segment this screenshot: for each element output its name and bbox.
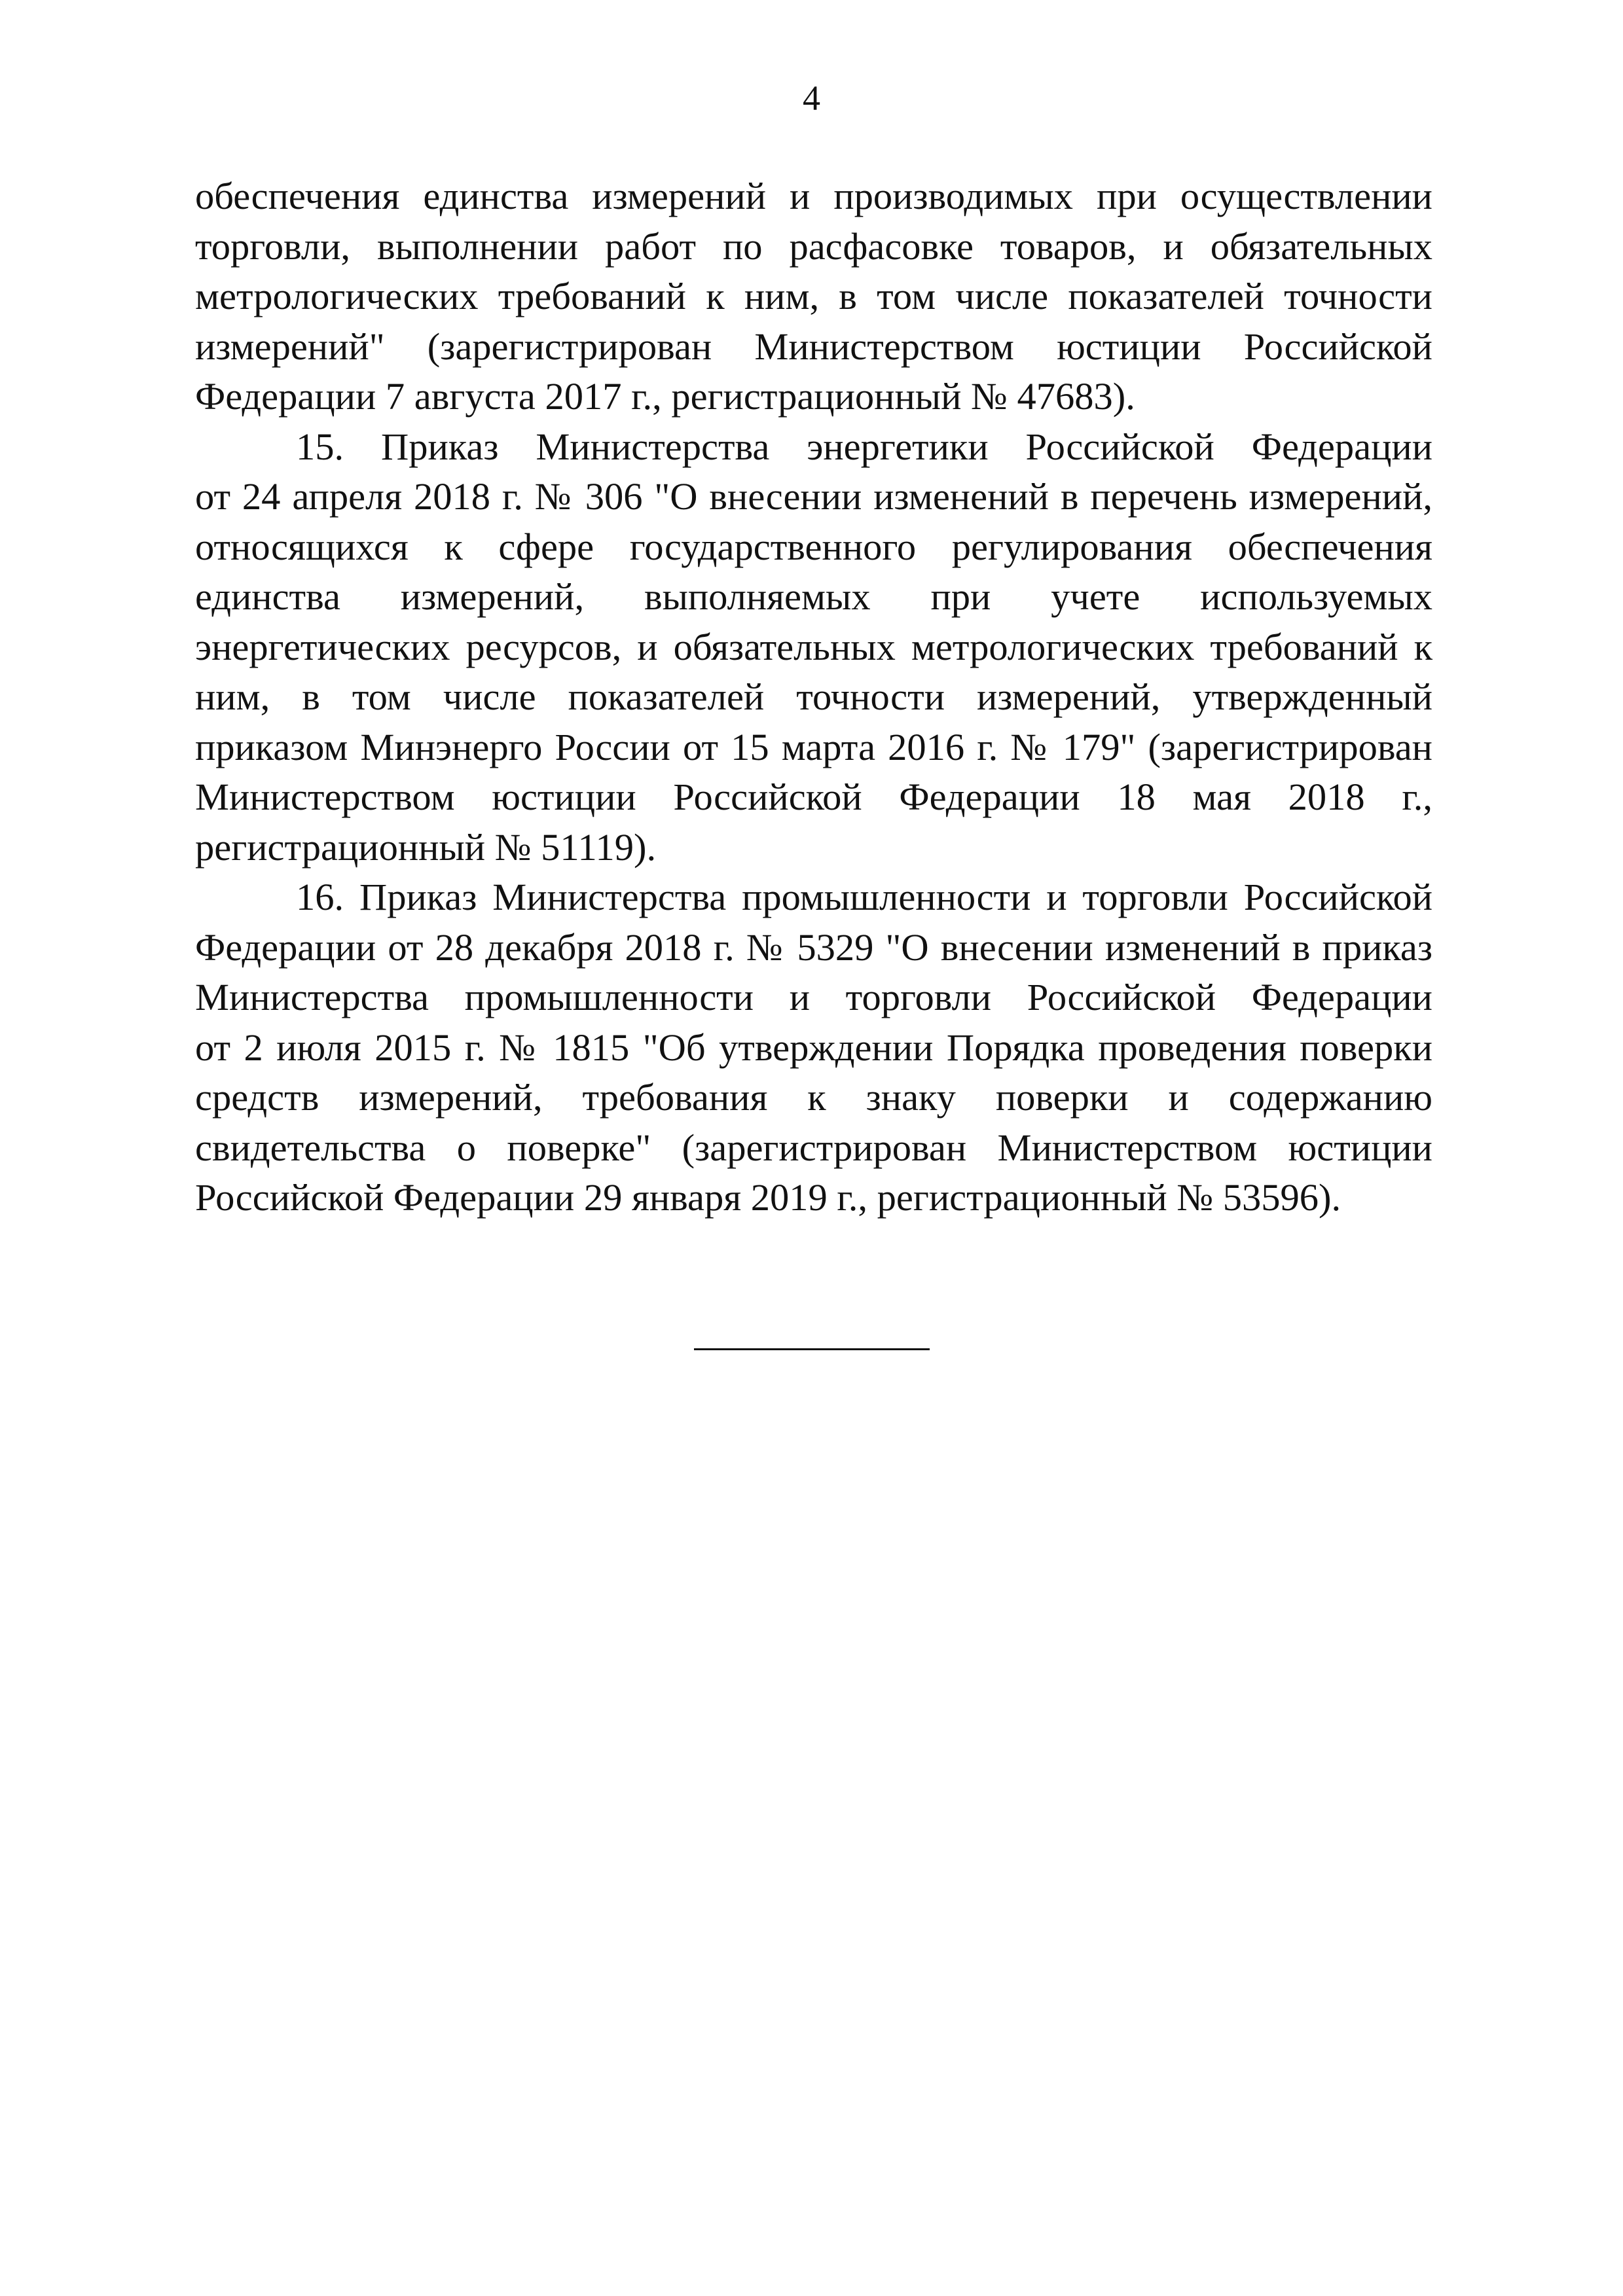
text-line: измерений" (зарегистрирован Министерством юстиции Российской xyxy=(195,325,1432,368)
paragraph-item-16 xyxy=(195,872,1432,1223)
text-line: от 24 апреля 2018 г. № 306 "О внесении изменений в перечень измерений, xyxy=(195,475,1432,518)
text-line: 16. Приказ Министерства промышленности и торговли Российской xyxy=(296,876,1432,918)
text-line: 15. Приказ Министерства энергетики Российской Федерации xyxy=(296,425,1432,468)
text-line: средств измерений, требования к знаку поверки и содержанию xyxy=(195,1076,1432,1119)
text-line: торговли, выполнении работ по расфасовке товаров, и обязательных xyxy=(195,224,1432,268)
text-line: Российской Федерации 29 января 2019 г., регистрационный № 53596). xyxy=(195,1176,1341,1219)
paragraph-continuation xyxy=(195,171,1432,422)
text-line: Федерации 7 августа 2017 г., регистрационный № 47683). xyxy=(195,375,1135,418)
text-line: обеспечения единства измерений и производимых при осуществлении xyxy=(195,175,1432,217)
text-line: метрологических требований к ним, в том числе показателей точности xyxy=(195,275,1432,317)
end-divider-line xyxy=(694,1348,930,1350)
text-line: относящихся к сфере государственного регулирования обеспечения xyxy=(195,525,1432,568)
text-line: Министерством юстиции Российской Федерации 18 мая 2018 г., xyxy=(195,776,1432,818)
page-number: 4 xyxy=(803,79,820,118)
text-line: регистрационный № 51119). xyxy=(195,825,657,869)
document-body xyxy=(195,171,1432,1223)
text-line: энергетических ресурсов, и обязательных метрологических требований к xyxy=(195,625,1432,668)
text-line: Федерации от 28 декабря 2018 г. № 5329 "О внесении изменений в приказ xyxy=(195,925,1432,969)
text-line: свидетельства о поверке" (зарегистрирован Министерством юстиции xyxy=(195,1126,1432,1169)
paragraph-item-15 xyxy=(195,422,1432,873)
text-line: от 2 июля 2015 г. № 1815 "Об утверждении Порядка проведения поверки xyxy=(195,1026,1432,1069)
text-line: Министерства промышленности и торговли Российской Федерации xyxy=(195,976,1432,1018)
text-line: ним, в том числе показателей точности измерений, утвержденный xyxy=(195,675,1432,718)
text-line: приказом Минэнерго России от 15 марта 2016 г. № 179" (зарегистрирован xyxy=(195,725,1432,768)
text-line: единства измерений, выполняемых при учете используемых xyxy=(195,575,1432,618)
